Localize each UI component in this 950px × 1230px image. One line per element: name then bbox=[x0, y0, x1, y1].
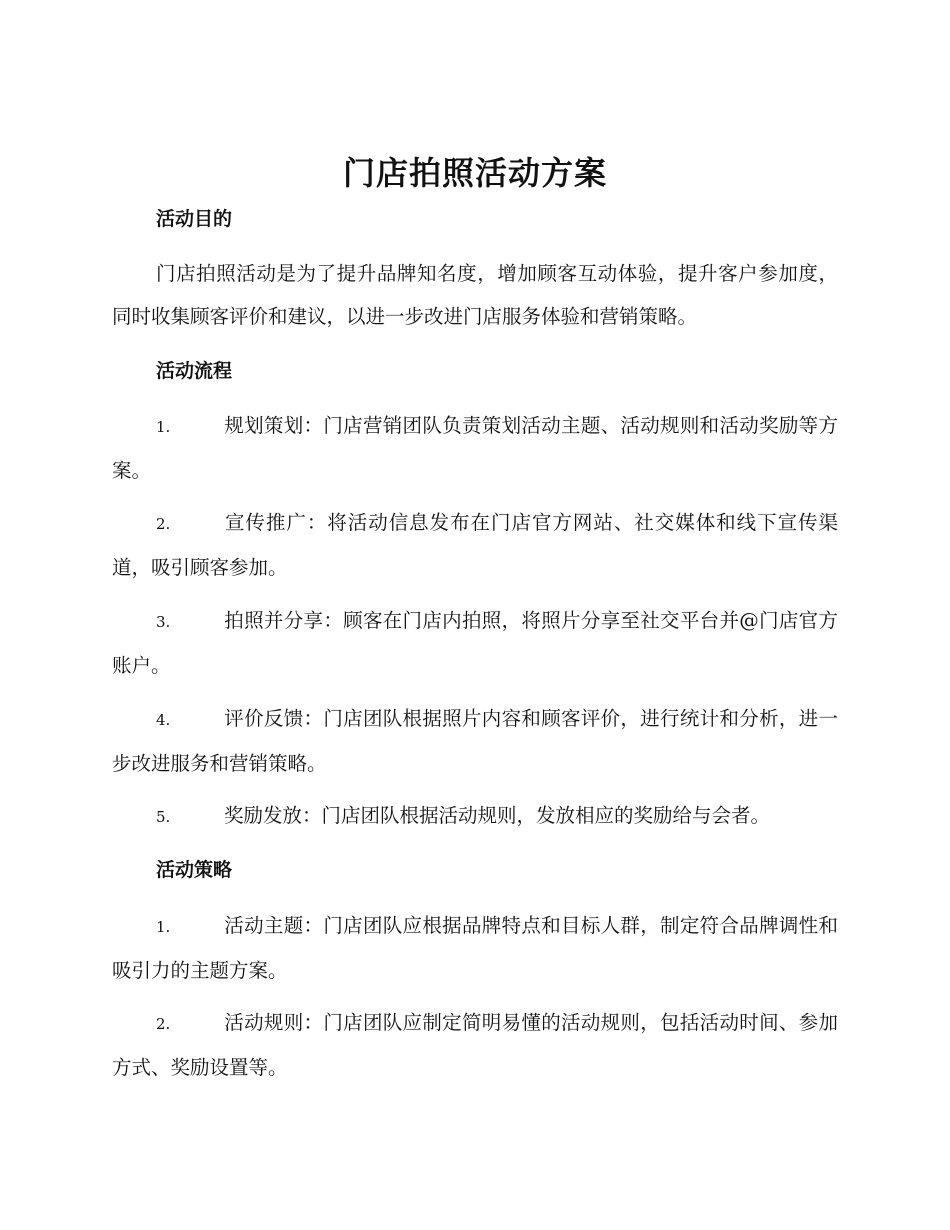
strategy-item-2 bbox=[112, 1001, 838, 1089]
section-heading-purpose: 活动目的 bbox=[156, 208, 233, 230]
process-item-2 bbox=[112, 501, 838, 589]
list-item-text: 奖励发放：门店团队根据活动规则，发放相应的奖励给与会者。 bbox=[224, 804, 771, 827]
list-item-text: 评价反馈：门店团队根据照片内容和顾客评价，进行统计和分析，进一步改进服务和营销策略。 bbox=[112, 707, 838, 775]
list-number: 2. bbox=[156, 1015, 171, 1033]
list-item-text: 活动规则：门店团队应制定简明易懂的活动规则，包括活动时间、参加方式、奖励设置等。 bbox=[112, 1011, 838, 1079]
list-item-text: 宣传推广：将活动信息发布在门店官方网站、社交媒体和线下宣传渠道，吸引顾客参加。 bbox=[112, 511, 838, 579]
list-number: 1. bbox=[156, 918, 171, 936]
list-number: 1. bbox=[156, 418, 171, 436]
list-number: 2. bbox=[156, 515, 171, 533]
document-title: 门店拍照活动方案 bbox=[342, 154, 607, 192]
purpose-paragraph: 门店拍照活动是为了提升品牌知名度，增加顾客互动体验，提升客户参加度，同时收集顾客评价和建议，以进一步改进门店服务体验和营销策略。 bbox=[112, 262, 838, 328]
section-heading-strategy: 活动策略 bbox=[156, 859, 233, 881]
list-number: 3. bbox=[156, 613, 171, 631]
process-item-3 bbox=[112, 599, 838, 687]
section-heading-process: 活动流程 bbox=[156, 360, 233, 382]
list-item-text: 规划策划：门店营销团队负责策划活动主题、活动规则和活动奖励等方案。 bbox=[112, 414, 838, 482]
process-item-4 bbox=[112, 697, 838, 785]
strategy-item-1 bbox=[112, 904, 838, 992]
process-item-1 bbox=[112, 404, 838, 492]
list-item-text: 活动主题：门店团队应根据品牌特点和目标人群，制定符合品牌调性和吸引力的主题方案。 bbox=[112, 914, 838, 982]
list-number: 4. bbox=[156, 711, 171, 729]
list-number: 5. bbox=[156, 808, 171, 826]
process-item-5 bbox=[112, 794, 838, 839]
list-item-text: 拍照并分享：顾客在门店内拍照，将照片分享至社交平台并@门店官方账户。 bbox=[112, 609, 838, 677]
